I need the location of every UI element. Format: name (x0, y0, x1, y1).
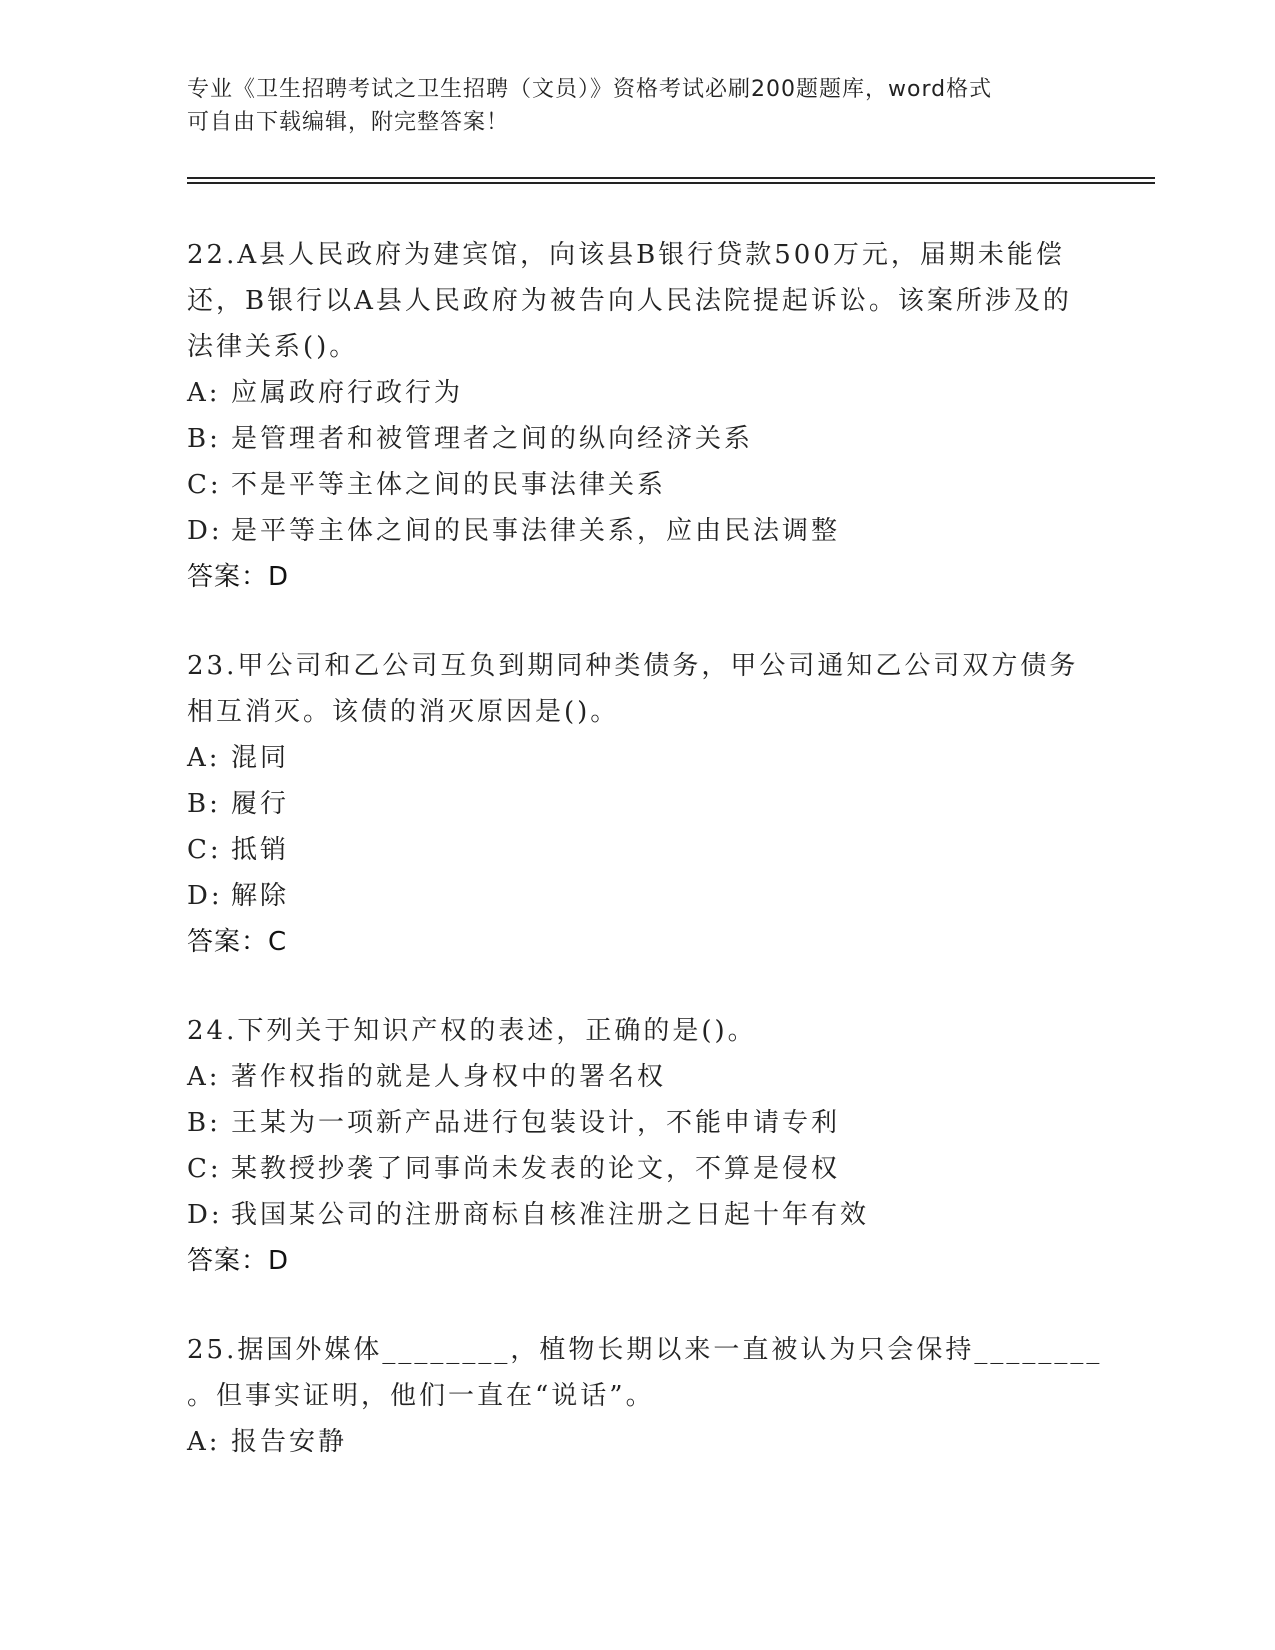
option-key: B: (187, 424, 221, 454)
question-stem-line: 。但事实证明，他们一直在“说话”。 (187, 1381, 655, 1411)
option-text: 我国某公司的注册商标自核准注册之日起十年有效 (231, 1200, 870, 1230)
question-spacer (187, 600, 1087, 643)
answer-line: 答案：D (187, 562, 290, 592)
option-a (187, 370, 1087, 416)
option-text: 是管理者和被管理者之间的纵向经济关系 (231, 424, 754, 454)
option-text: 王某为一项新产品进行包装设计，不能申请专利 (231, 1108, 841, 1138)
question-spacer (187, 965, 1087, 1008)
answer-line: 答案：C (187, 927, 288, 957)
question-stem-line: 24.下列关于知识产权的表述，正确的是()。 (187, 1016, 757, 1046)
header-line-1: 专业《卫生招聘考试之卫生招聘（文员）》资格考试必刷200题题库，word格式 (187, 77, 993, 102)
option-key: D: (187, 881, 223, 911)
question-stem (187, 643, 1087, 735)
option-key: C: (187, 1154, 222, 1184)
header-divider-top (187, 177, 1155, 179)
question-24 (187, 1008, 1087, 1284)
option-key: B: (187, 789, 221, 819)
question-stem-line: 还，B银行以A县人民政府为被告向人民法院提起诉讼。该案所涉及的 (187, 286, 1072, 316)
option-key: A: (187, 378, 221, 408)
question-stem (187, 1327, 1103, 1419)
question-stem (187, 1008, 1087, 1054)
option-text: 抵销 (231, 835, 290, 865)
question-stem-line: 22.A县人民政府为建宾馆，向该县B银行贷款500万元，届期未能偿 (187, 240, 1065, 270)
option-c (187, 462, 1087, 508)
option-b (187, 781, 1087, 827)
option-a (187, 1054, 1087, 1100)
question-stem-line: 法律关系()。 (187, 332, 359, 362)
option-key: C: (187, 835, 222, 865)
question-25 (187, 1327, 1103, 1465)
question-spacer (187, 1284, 1087, 1327)
option-text: 混同 (231, 743, 290, 773)
option-text: 应属政府行政行为 (231, 378, 464, 408)
option-key: A: (187, 743, 221, 773)
option-key: C: (187, 470, 222, 500)
header-divider-bottom (187, 182, 1155, 184)
option-text: 解除 (231, 881, 290, 911)
answer-line: 答案：D (187, 1246, 290, 1276)
option-d (187, 873, 1087, 919)
option-text: 不是平等主体之间的民事法律关系 (231, 470, 667, 500)
option-key: D: (187, 1200, 223, 1230)
question-22 (187, 232, 1087, 600)
option-c (187, 827, 1087, 873)
document-header (187, 73, 1067, 139)
option-b (187, 416, 1087, 462)
question-stem (187, 232, 1087, 370)
question-list (187, 232, 1103, 1465)
question-stem-line: 25.据国外媒体________，植物长期以来一直被认为只会保持________ (187, 1335, 1103, 1365)
option-c (187, 1146, 1087, 1192)
option-text: 报告安静 (231, 1427, 348, 1457)
question-23 (187, 643, 1087, 965)
option-key: A: (187, 1427, 221, 1457)
option-d (187, 508, 1087, 554)
option-key: B: (187, 1108, 221, 1138)
option-key: A: (187, 1062, 221, 1092)
option-text: 著作权指的就是人身权中的署名权 (231, 1062, 667, 1092)
question-stem-line: 23.甲公司和乙公司互负到期同种类债务，甲公司通知乙公司双方债务 (187, 651, 1079, 681)
option-key: D: (187, 516, 223, 546)
option-a (187, 1419, 1087, 1465)
option-a (187, 735, 1087, 781)
option-text: 某教授抄袭了同事尚未发表的论文，不算是侵权 (231, 1154, 841, 1184)
option-d (187, 1192, 1087, 1238)
option-text: 履行 (231, 789, 290, 819)
option-b (187, 1100, 1087, 1146)
option-text: 是平等主体之间的民事法律关系，应由民法调整 (231, 516, 841, 546)
question-stem-line: 相互消灭。该债的消灭原因是()。 (187, 697, 620, 727)
header-line-2: 可自由下载编辑，附完整答案！ (187, 110, 510, 135)
